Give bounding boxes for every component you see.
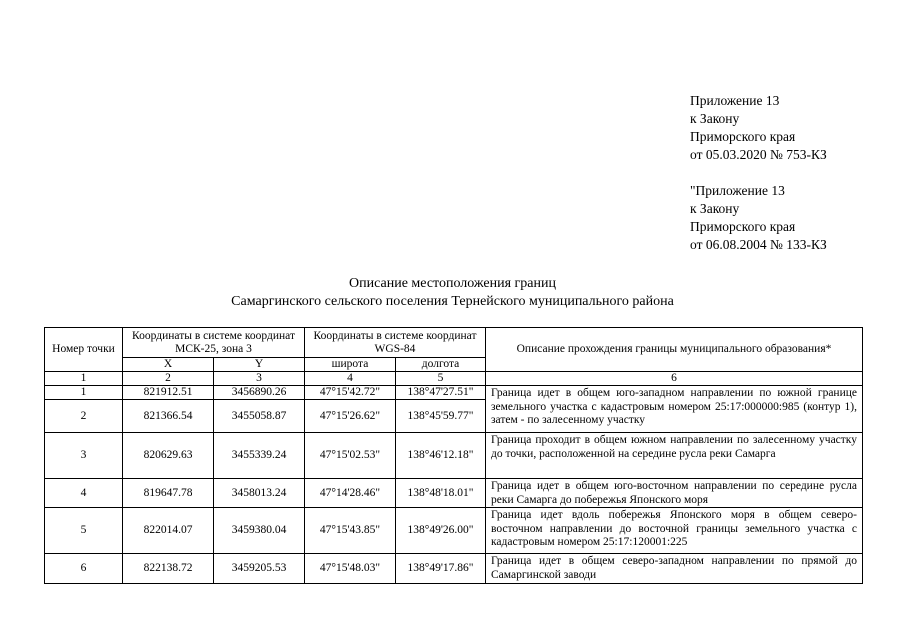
header-y: Y	[214, 358, 305, 372]
point-number: 3	[45, 433, 123, 479]
latitude: 47°15'02.53"	[305, 433, 396, 479]
column-number: 2	[123, 372, 214, 386]
annex-law-ref: к Закону	[690, 201, 740, 216]
annex-law-ref: к Закону	[690, 111, 740, 126]
coord-y: 3456890.26	[214, 386, 305, 400]
boundary-description: Граница идет в общем юго-западном направлении по южной границе земельного участка с кадастровым номером 25:17:000000:985 (контур 1), затем - по залесенному участку	[486, 386, 863, 433]
point-number: 4	[45, 479, 123, 508]
point-number: 5	[45, 508, 123, 554]
annex-header-previous	[690, 182, 827, 254]
boundary-description: Граница идет в общем северо-западном направлении по прямой до Самаргинской заводи	[486, 554, 863, 584]
header-description: Описание прохождения границы муниципального образования*	[486, 328, 863, 372]
table-row	[45, 433, 863, 479]
document-title: Описание местоположения границ	[349, 276, 556, 291]
annex-region: Приморского края	[690, 129, 796, 144]
annex-date-number: от 05.03.2020 № 753-КЗ	[690, 147, 827, 162]
column-number-row	[45, 372, 863, 386]
latitude: 47°15'48.03"	[305, 554, 396, 584]
coord-y: 3459380.04	[214, 508, 305, 554]
coord-x: 822014.07	[123, 508, 214, 554]
column-number: 3	[214, 372, 305, 386]
latitude: 47°15'26.62"	[305, 400, 396, 433]
coord-x: 821912.51	[123, 386, 214, 400]
coord-y: 3459205.53	[214, 554, 305, 584]
column-number: 6	[486, 372, 863, 386]
latitude: 47°15'42.72"	[305, 386, 396, 400]
longitude: 138°45'59.77"	[396, 400, 486, 433]
table-row	[45, 386, 863, 400]
longitude: 138°47'27.51"	[396, 386, 486, 400]
table-row	[45, 554, 863, 584]
table-row	[45, 479, 863, 508]
coord-x: 821366.54	[123, 400, 214, 433]
point-number: 6	[45, 554, 123, 584]
latitude: 47°14'28.46"	[305, 479, 396, 508]
coord-y: 3458013.24	[214, 479, 305, 508]
header-x: X	[123, 358, 214, 372]
column-number: 5	[396, 372, 486, 386]
point-number: 2	[45, 400, 123, 433]
coord-x: 822138.72	[123, 554, 214, 584]
header-msk25: Координаты в системе координат МСК-25, зона 3	[123, 328, 305, 358]
document-subtitle: Самаргинского сельского поселения Тернейского муниципального района	[231, 294, 674, 309]
longitude: 138°48'18.01"	[396, 479, 486, 508]
annex-region: Приморского края	[690, 219, 796, 234]
boundary-table-wrapper	[44, 327, 863, 584]
longitude: 138°46'12.18"	[396, 433, 486, 479]
boundary-table	[44, 327, 863, 584]
boundary-description: Граница идет вдоль побережья Японского моря в общем северо-восточном направлении до восточной границы земельного участка с кадастровым номером 25:17:120001:225	[486, 508, 863, 554]
annex-date-number: от 06.08.2004 № 133-КЗ	[690, 237, 827, 252]
coord-x: 819647.78	[123, 479, 214, 508]
annex-title: Приложение 13	[690, 93, 780, 108]
header-latitude: широта	[305, 358, 396, 372]
table-row	[45, 508, 863, 554]
header-wgs84: Координаты в системе координат WGS-84	[305, 328, 486, 358]
coord-y: 3455058.87	[214, 400, 305, 433]
point-number: 1	[45, 386, 123, 400]
annex-header-current	[690, 92, 827, 164]
header-longitude: долгота	[396, 358, 486, 372]
boundary-description: Граница идет в общем юго-восточном направлении по середине русла реки Самарга до побережья Японского моря	[486, 479, 863, 508]
boundary-description: Граница проходит в общем южном направлении по залесенному участку до точки, расположенной на середине русла реки Самарга	[486, 433, 863, 479]
latitude: 47°15'43.85"	[305, 508, 396, 554]
column-number: 1	[45, 372, 123, 386]
header-point-number: Номер точки	[45, 328, 123, 372]
longitude: 138°49'17.86"	[396, 554, 486, 584]
longitude: 138°49'26.00"	[396, 508, 486, 554]
coord-x: 820629.63	[123, 433, 214, 479]
annex-title: "Приложение 13	[690, 183, 785, 198]
coord-y: 3455339.24	[214, 433, 305, 479]
column-number: 4	[305, 372, 396, 386]
header-row	[45, 328, 863, 358]
